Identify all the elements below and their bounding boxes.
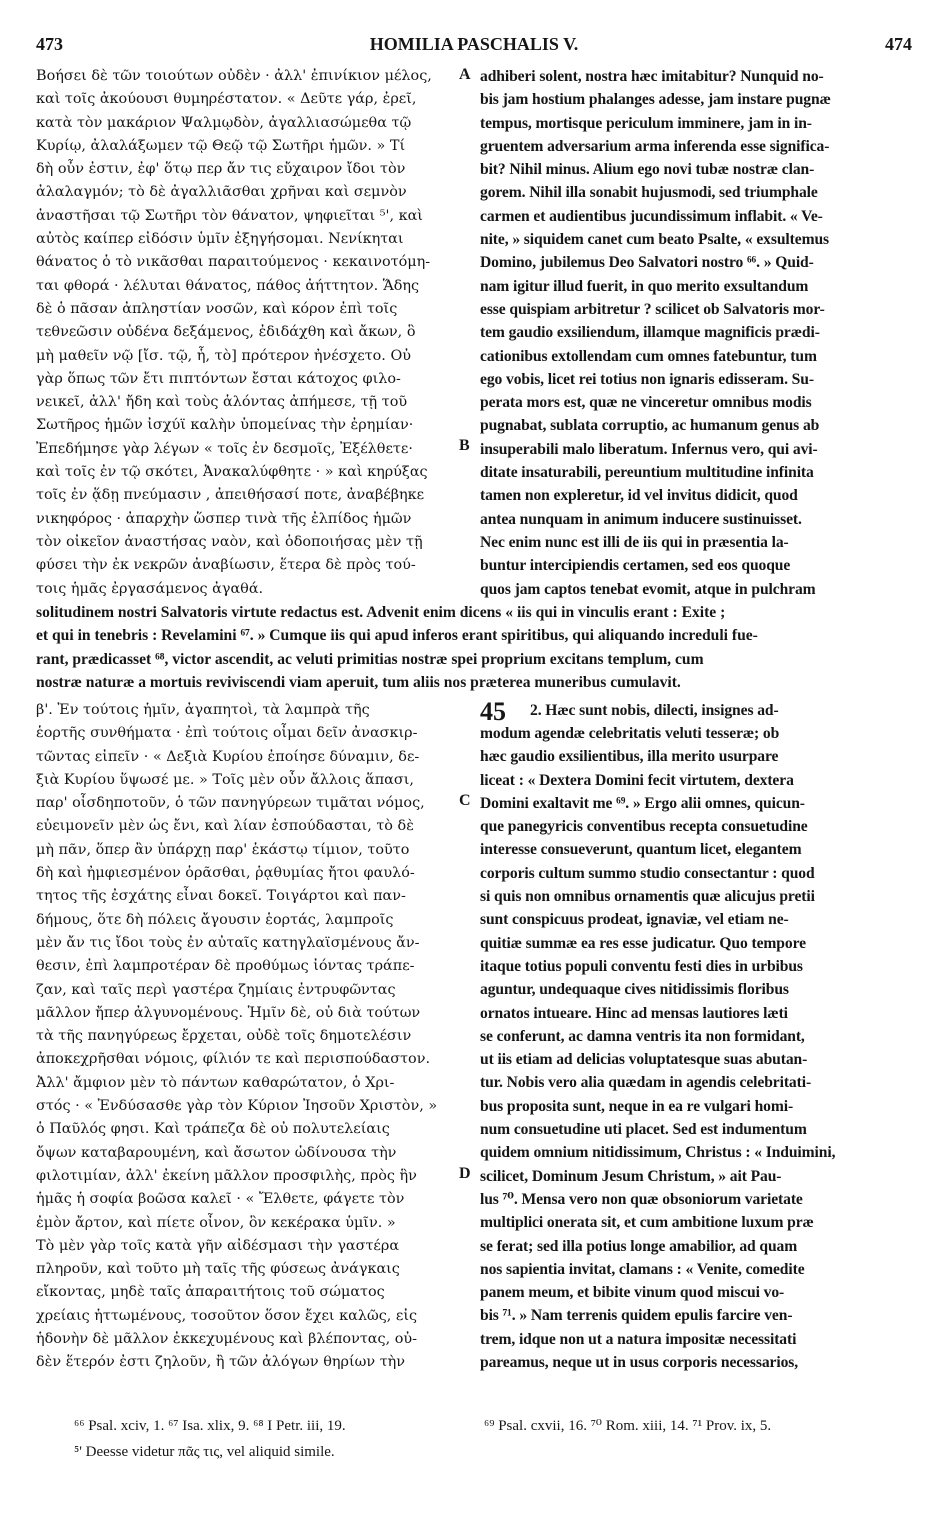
text-line: num consuetudine uti placet. Sed est indumentum: [480, 1121, 807, 1139]
text-line: pareamus, neque ut in usus corporis necessarios,: [480, 1354, 799, 1372]
footnote-note: ⁵' Deesse videtur πᾶς τις, vel aliquid simile.: [74, 1444, 335, 1460]
text-line: καὶ τοῖς ἀκούουσι θυμηρέστατον. « Δεῦτε γάρ, ἐρεῖ,: [36, 91, 417, 108]
latin-column-bottom: [480, 722, 912, 1374]
text-line: quos jam captos tenebat evomit, atque in pulchram: [480, 580, 816, 598]
full-width-text: [36, 601, 916, 694]
margin-marker-d: D: [459, 1165, 471, 1182]
text-line: δὲ ὁ πᾶσαν ἀπληστίαν νοσῶν, καὶ κόρον ἐπὶ τοῖς: [36, 300, 398, 317]
text-line: ὄψων καταβαρουμένη, καὶ ἄσωτον ὠδίνουσα τὴν: [36, 1144, 397, 1161]
text-line: μὴ πᾶν, ὅπερ ἂν ὑπάρχῃ παρ' ἑκάστῳ τίμιον, τοῦτο: [36, 841, 410, 858]
text-line: ut iis etiam ad delicias voluptatesque suas abutan-: [480, 1051, 808, 1069]
text-line: si quis non omnibus ornamentis quæ alicujus pretii: [480, 888, 815, 906]
text-line: bis jam hostium phalanges adesse, jam instare pugnæ: [480, 91, 831, 109]
text-line: buntur intercipiendis certamen, sed eos quoque: [480, 557, 791, 575]
text-line: itaque totius populi conventu festi dies in urbibus: [480, 957, 803, 975]
text-line: ἀλαλαγμόν; τὸ δὲ ἀγαλλιᾶσθαι χρῆναι καὶ σεμνὸν: [36, 184, 407, 201]
text-line: Ἐπεδήμησε γὰρ λέγων « τοῖς ἐν δεσμοῖς, Ἐξέλθετε·: [36, 440, 413, 457]
text-line: perata mors est, quæ ne vinceretur omnibus modis: [480, 394, 812, 412]
text-line: ornatos intueare. Hinc ad mensas lautiores læti: [480, 1004, 788, 1022]
text-line: ἀναστῆσαι τῷ Σωτῆρι τὸν θάνατον, ψηφιεῖται ⁵', καὶ: [36, 207, 423, 224]
text-line: nam igitur illud fuerit, in quo merito exsultandum: [480, 277, 809, 295]
page-number-right: 474: [885, 34, 912, 54]
latin-first-line: [530, 699, 916, 722]
text-line: tempus, mortisque periculum imminere, jam in in-: [480, 114, 812, 132]
text-line: et qui in tenebris : Revelamini ⁶⁷. » Cumque iis qui apud inferos erant spiritibus, qui aliquando increduli fue-: [36, 627, 758, 645]
margin-marker-c: C: [459, 792, 471, 809]
text-line: εὐειμονεῖν μὲν ὡς ἔνι, καὶ λίαν ἐσπούδασται, τὸ δὲ: [36, 818, 414, 835]
text-line: ζαν, καὶ ταῖς περὶ γαστέρα ζημίαις ἐντρυφῶντας: [36, 981, 396, 998]
text-line: Βοήσει δὲ τῶν τοιούτων οὐδὲν · ἀλλ' ἐπινίκιον μέλος,: [36, 68, 432, 84]
text-line: ditate insaturabili, pereuntium multitudine infinita: [480, 464, 814, 482]
text-line: Κυρίῳ, ἀλαλάξωμεν τῷ Θεῷ τῷ Σωτῆρι ἡμῶν. » Τί: [36, 137, 406, 154]
text-line: multiplici onerata sit, et cum ambitione luxum præ: [480, 1214, 814, 1232]
text-line: μᾶλλον ἤπερ ἀλγυνομένους. Ἡμῖν δὲ, οὐ διὰ τούτων: [36, 1004, 421, 1021]
text-line: χρείαις ἡττωμένους, τοσοῦτον ὅσον ἔχει καλῶς, εἰς: [36, 1307, 418, 1324]
text-line: se conferunt, ac damna ventris ita non formidant,: [480, 1027, 805, 1045]
text-line: β'. Ἐν τούτοις ἡμῖν, ἀγαπητοὶ, τὰ λαμπρὰ τῆς: [36, 702, 370, 718]
text-line: sunt conspicuus prodeat, ignaviæ, vel etiam ne-: [480, 911, 789, 929]
text-line: corporis cultum summo studio consectantur : quod: [480, 864, 815, 882]
text-line: δὴ καὶ ἠμφιεσμένον ὁρᾶσθαι, ῥᾳθυμίας ἤτοι φαυλό-: [36, 865, 415, 882]
text-line: nos sapientia invitat, clamans : « Venite, comedite: [480, 1260, 805, 1278]
text-line: νικηφόρος · ἀπαρχὴν ὥσπερ τινὰ τῆς ἐλπίδος ἡμῶν: [36, 510, 412, 527]
text-line: lus ⁷⁰. Mensa vero non quæ obsoniorum varietate: [480, 1190, 803, 1208]
latin-column-top: [480, 65, 912, 601]
running-title: HOMILIA PASCHALIS V.: [369, 34, 579, 54]
text-line: δήμους, ὅτε δὴ πόλεις ἄγουσιν ἑορτάς, λαμπροῖς: [36, 911, 394, 928]
text-line: πληροῦν, καὶ τοῦτο μὴ ταῖς τῆς φύσεως ἀνάγκαις: [36, 1261, 400, 1278]
text-line: ἀποκεχρῆσθαι νόμοις, φίλιόν τε καὶ περισπούδαστον.: [36, 1051, 431, 1068]
text-line: trem, idque non ut a natura impositæ necessitati: [480, 1330, 797, 1348]
text-line: panem meum, et bibite vinum quod miscui vo-: [480, 1284, 785, 1302]
text-line: carmen et audientibus jucundissimum inflabit. « Ve-: [480, 207, 823, 225]
text-line: aguntur, undequaque cives nitidissimis floribus: [480, 981, 789, 999]
text-line: pugnabat, sublata corruptio, ac humanum genus ab: [480, 417, 820, 435]
text-line: hæc gaudio exsilientibus, illa merito usurpare: [480, 748, 779, 766]
text-line: nite, » siquidem canet cum beato Psalte, « exsultemus: [480, 231, 830, 249]
text-line: ὁ Παῦλός φησι. Καὶ τράπεζα δὲ οὐ πολυτελείαις: [36, 1121, 390, 1138]
text-line: esse quispiam arbitretur ? scilicet ob Salvatoris mor-: [480, 300, 825, 318]
text-line: φιλοτιμίαν, ἀλλ' ἐκείνη μᾶλλον προσφιλὴς, πρὸς ἣν: [36, 1167, 417, 1184]
text-line: νεικεῖ, ἀλλ' ἤδη καὶ τοὺς ἁλόντας ἀπήμεσε, τῇ τοῦ: [36, 394, 408, 411]
text-line: ται φθορά · λέλυται θάνατος, πάθος ἀήττητον. Ἅδης: [36, 277, 420, 294]
text-line: τῶντας εἰπεῖν · « Δεξιὰ Κυρίου ἐποίησε δύναμιν, δε-: [36, 748, 420, 765]
text-line: ego vobis, licet rei totius non ignaris edisseram. Su-: [480, 370, 814, 388]
text-line: nostræ naturæ a mortuis reviviscendi viam aperuit, tum aliis nos præterea muneribus cumulavit.: [36, 673, 681, 691]
text-line: gorem. Nihil illa sonabit hujusmodi, sed triumphale: [480, 184, 818, 202]
text-line: ἡμᾶς ἡ σοφία βοῶσα καλεῖ · « Ἔλθετε, φάγετε τὸν: [36, 1191, 405, 1208]
text-line: Ἀλλ' ἄμφιον μὲν τὸ πάντων καθαρώτατον, ὁ Χρι-: [36, 1074, 395, 1091]
text-line: rant, prædicasset ⁶⁸, victor ascendit, ac veluti primitias nostræ spei proprium excitans templum, cum: [36, 650, 704, 668]
text-line: gruentem adversarium arma inferenda esse significa-: [480, 137, 830, 155]
text-line: interesse consueverunt, quantum licet, elegantem: [480, 841, 802, 859]
text-line: Nec enim nunc est illi de iis qui in præsentia la-: [480, 533, 789, 551]
text-line: ἡδονὴν δὲ μᾶλλον ἐκκεχυμένους καὶ βλέποντας, οὐ-: [36, 1331, 417, 1348]
text-line: insuperabili malo liberatum. Infernus vero, qui avi-: [480, 440, 818, 458]
text-line: δὲν ἕτερόν ἐστι ζηλοῦν, ἢ τῶν ἀλόγων θηρίων τὴν: [36, 1354, 406, 1371]
text-line: scilicet, Dominum Jesum Christum, » ait Pau-: [480, 1167, 782, 1185]
text-line: tamen non expleretur, id vel invitus didicit, quod: [480, 487, 798, 505]
page-header: [36, 34, 912, 60]
text-line: quitiæ summæ ea res esse judicatur. Quo tempore: [480, 934, 806, 952]
text-line: καὶ τοῖς ἐν τῷ σκότει, Ἀνακαλύφθητε · » καὶ κηρύξας: [36, 464, 428, 481]
text-line: τὸν οἰκεῖον ἀναστήσας ναὸν, καὶ ὁδοποιήσας μὲν τῇ: [36, 533, 423, 550]
text-line: solitudinem nostri Salvatoris virtute redactus est. Advenit enim dicens « iis qui in vinculis erant : Exite ;: [36, 604, 726, 621]
latin-line: 2. Hæc sunt nobis, dilecti, insignes ad-: [530, 702, 779, 719]
footnotes-right: ⁶⁹ Psal. cxvii, 16. ⁷⁰ Rom. xiii, 14. ⁷¹ Prov. ix, 5.: [484, 1418, 772, 1434]
text-line: que panegyricis conventibus recepta consuetudine: [480, 818, 808, 836]
text-line: θεσιν, ἐπὶ λαμπροτέραν δὲ προθύμως ἰόντας τράπε-: [36, 958, 415, 975]
greek-column-top: [36, 65, 456, 601]
text-line: antea nunquam in animum inducere sustinuisset.: [480, 510, 802, 528]
text-line: Domini exaltavit me ⁶⁹. » Ergo alii omnes, quicun-: [480, 794, 805, 812]
text-line: τητος τῆς ἐσχάτης εἶναι δοκεῖ. Τοιγάρτοι καὶ παν-: [36, 888, 406, 905]
text-line: se ferat; sed illa potius longe amabilior, ad quam: [480, 1237, 798, 1255]
text-line: μὲν ἄν τις ἴδοι τοὺς ἐν αὐταῖς κατηγλαϊσμένους ἄν-: [36, 934, 420, 951]
text-line: quidem omnium nitidissimum, Christus : « Induimini,: [480, 1144, 836, 1162]
text-line: κατὰ τὸν μακάριον Ψαλμῳδὸν, ἀγαλλιασώμεθα τῷ: [36, 114, 412, 131]
text-line: Τὸ μὲν γὰρ τοῖς κατὰ γῆν αἰδέσμασι τὴν γαστέρα: [36, 1237, 400, 1254]
text-line: τὰ τῆς πανηγύρεως ἔρχεται, οὐδὲ τοῖς δημοτελέσιν: [36, 1028, 412, 1045]
text-line: Domino, jubilemus Deo Salvatori nostro ⁶⁶. » Quid-: [480, 254, 814, 272]
text-line: bus proposita sunt, neque in ea re vulgari homi-: [480, 1097, 794, 1115]
text-line: ἐμὸν ἄρτον, καὶ πίετε οἶνον, ὃν κεκέρακα ὑμῖν. »: [36, 1214, 396, 1231]
text-line: ἑορτῆς συνθήματα · ἐπὶ τούτοις οἶμαι δεῖν ἀνασκιρ-: [36, 725, 418, 742]
text-line: ξιὰ Κυρίου ὕψωσέ με. » Τοῖς μὲν οὖν ἄλλοις ἅπασι,: [36, 771, 414, 788]
text-line: τοῖς ἐν ᾅδῃ πνεύμασιν , ἀπειθήσασί ποτε, ἀναβέβηκε: [36, 487, 425, 504]
page-number-left: 473: [36, 34, 63, 54]
text-line: μὴ μαθεῖν νῷ [ἴσ. τῷ, ἧ, τὸ] πρότερον ἠνέσχετο. Οὐ: [36, 347, 412, 364]
text-line: bis ⁷¹. » Nam terrenis quidem epulis farcire ven-: [480, 1307, 793, 1325]
text-line: tem gaudio exsiliendum, illamque magnificis prædi-: [480, 324, 820, 342]
margin-marker-a: A: [459, 66, 471, 83]
margin-marker-b: B: [459, 437, 470, 454]
text-line: εἴκοντας, μηδὲ ταῖς ἀπαραιτήτοις τοῦ σώματος: [36, 1284, 385, 1301]
section-number: 45: [480, 697, 506, 726]
text-line: τοις ἡμᾶς ἐργασάμενος ἀγαθά.: [36, 580, 264, 597]
text-line: φύσει τὴν ἐκ νεκρῶν ἀναβίωσιν, ἕτερα δὲ πρὸς τού-: [36, 557, 416, 574]
text-line: αὐτὸς καίπερ εἰδόσιν ὑμῖν ἐξηγήσομαι. Νενίκηται: [36, 231, 404, 248]
text-line: modum agendæ celebritatis veluti tesseræ; ob: [480, 725, 780, 742]
footnotes-left: ⁶⁶ Psal. xciv, 1. ⁶⁷ Isa. xlix, 9. ⁶⁸ I Petr. iii, 19.: [74, 1418, 346, 1434]
text-line: στός · « Ἐνδύσασθε γὰρ τὸν Κύριον Ἰησοῦν Χριστὸν, »: [36, 1098, 438, 1115]
greek-column-bottom: [36, 699, 456, 1375]
text-line: tur. Nobis vero alia quædam in agendis celebritati-: [480, 1074, 812, 1092]
text-line: cationibus extollendam cum omnes fatebuntur, tum: [480, 347, 817, 365]
text-line: δὴ οὖν ἐστιν, ἐφ' ὅτῳ περ ἄν τις εὔχαιρον ἴδοι τὸν: [36, 161, 406, 178]
text-line: adhiberi solent, nostra hæc imitabitur? Nunquid no-: [480, 68, 824, 85]
text-line: bit? Nihil minus. Alium ego novi tubæ nostræ clan-: [480, 161, 815, 179]
text-line: γὰρ ὅπως τῶν ἔτι πιπτόντων ἔσται κάτοχος φιλο-: [36, 370, 401, 387]
text-line: τεθνεῶσιν οὐδένα δεξάμενος, ἐδιδάχθη καὶ ἄκων, ὃ: [36, 324, 416, 341]
text-line: παρ' οἷσδηποτοῦν, ὁ τῶν πανηγύρεων τιμᾶται νόμος,: [36, 795, 425, 812]
text-line: liceat : « Dextera Domini fecit virtutem, dextera: [480, 771, 794, 789]
text-line: θάνατος ὁ τὸ νικᾶσθαι παραιτούμενος · κεκαινοτόμη-: [36, 254, 431, 271]
text-line: Σωτῆρος ἡμῶν ἰσχύϊ καλὴν ὑπομείνας τὴν ἐρημίαν·: [36, 417, 414, 434]
